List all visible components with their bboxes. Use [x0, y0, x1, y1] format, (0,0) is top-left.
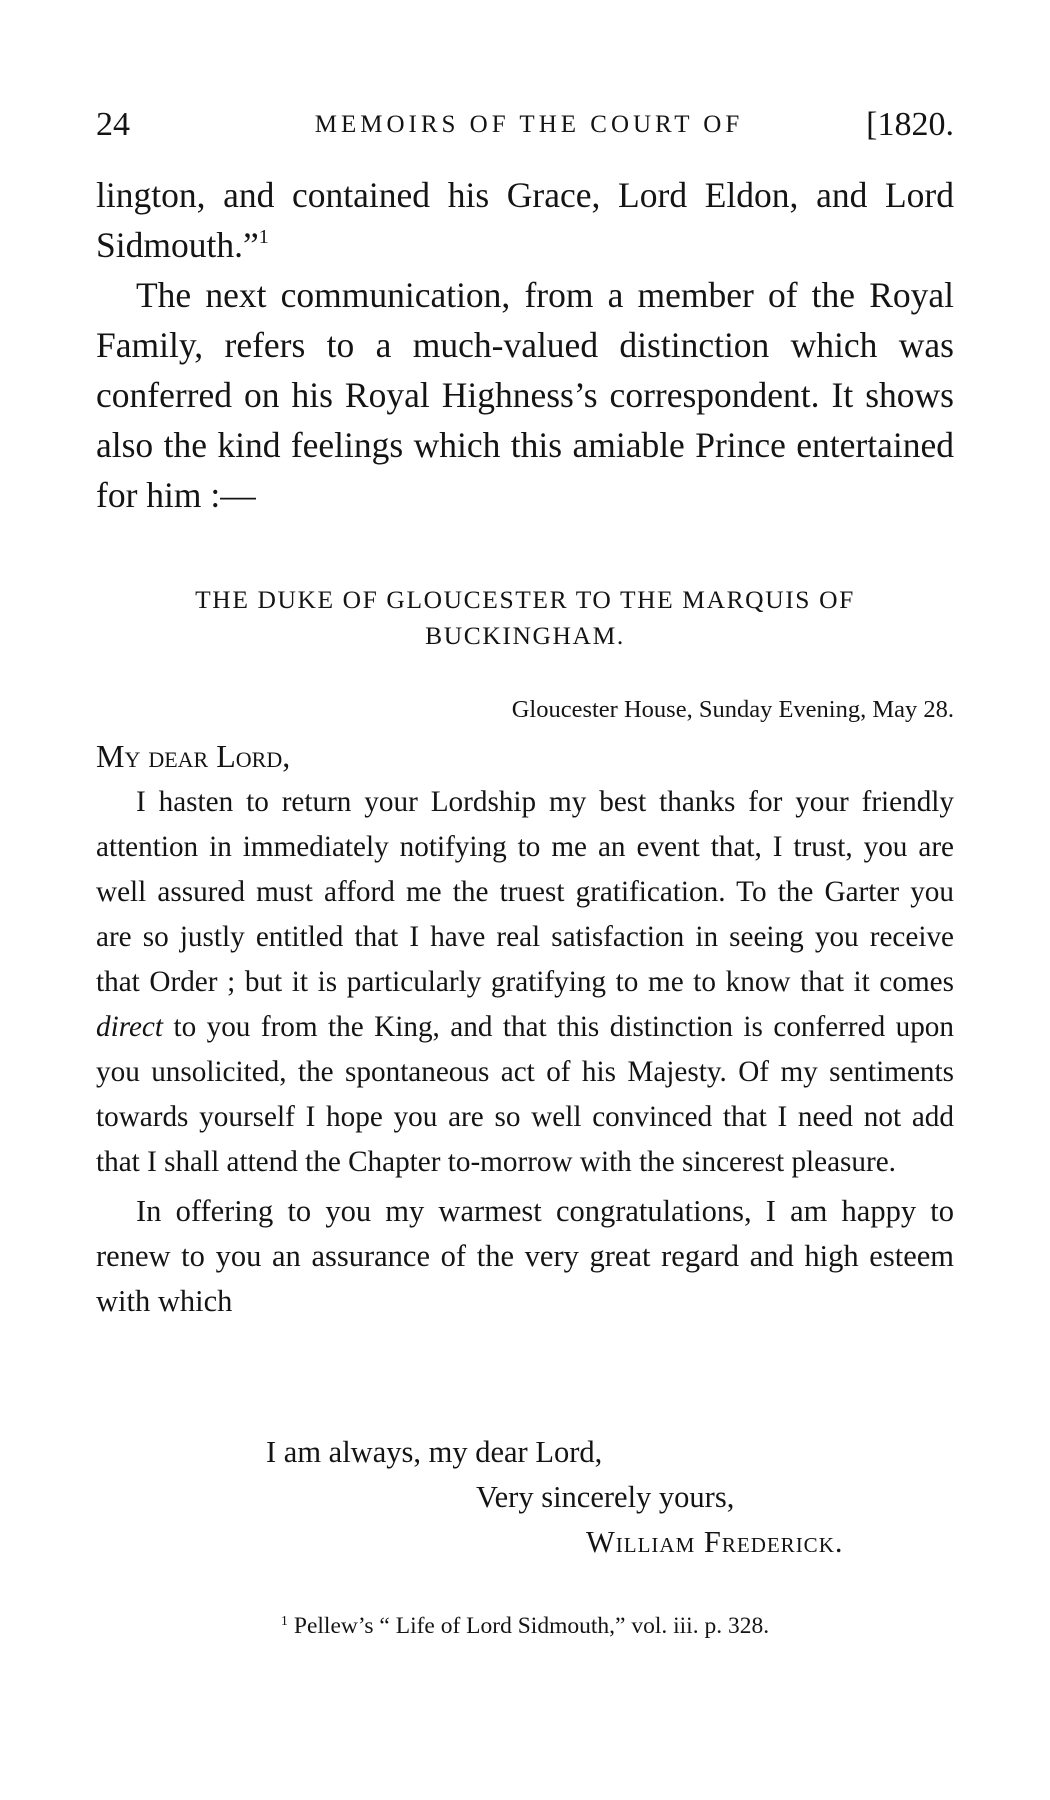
running-title: MEMOIRS OF THE COURT OF: [314, 111, 744, 138]
footnote-mark: 1: [280, 1614, 288, 1629]
letter-heading-line-2: BUCKINGHAM.: [425, 621, 625, 650]
letter-paragraph-2: In offering to you my warmest congratulations, I am happy to renew to you an assurance of the very great regard and high esteem with which: [96, 1194, 954, 1318]
footnote: [96, 1606, 954, 1642]
body-text: [96, 170, 954, 520]
letter-dateline: Gloucester House, Sunday Evening, May 28.: [511, 696, 954, 723]
letter-closing: [96, 1430, 954, 1565]
footnote-text: Pellew’s “ Life of Lord Sidmouth,” vol. iii. p. 328.: [293, 1613, 770, 1639]
page-number: 24: [96, 106, 130, 143]
letter-emphasis: direct: [96, 1011, 163, 1043]
letter-heading-line-1: THE DUKE OF GLOUCESTER TO THE MARQUIS OF: [195, 585, 855, 614]
letter-heading: [96, 582, 954, 654]
letter-signature: William Frederick.: [586, 1525, 844, 1559]
letter-salutation: My dear Lord,: [96, 738, 291, 774]
running-head: [96, 100, 954, 150]
footnote-reference: 1: [258, 226, 269, 248]
closing-line-1: I am always, my dear Lord,: [266, 1435, 603, 1469]
body-paragraph-continued: [96, 170, 954, 270]
letter-body: [96, 780, 954, 1324]
closing-line-2: Very sincerely yours,: [476, 1480, 735, 1514]
letter-paragraph-1-start: I hasten to return your Lordship my best thanks for your friendly attention in immediately notifying to me an event that, I trust, you are well assured must afford me the truest gratification. To the Garter you are so justly entitled that I have real satisfaction in seeing you receive that Order ; but it is particularly gratifying to me to know that it comes: [96, 786, 954, 998]
body-paragraph-1-text: lington, and contained his Grace, Lord Eldon, and Lord Sidmouth.”: [96, 175, 954, 265]
running-year: [1820.: [866, 106, 954, 143]
body-paragraph-2: The next communication, from a member of the Royal Family, refers to a much-valued distinction which was conferred on his Royal Highness’s correspondent. It shows also the kind feelings which this amiable Prince entertained for him :—: [96, 275, 954, 515]
letter-paragraph-1: [96, 780, 954, 1185]
letter-paragraph-1-end: to you from the King, and that this distinction is conferred upon you unsolicited, the spontaneous act of his Majesty. Of my sentiments towards yourself I hope you are so well convinced that I need not add that I shall attend the Chapter to-morrow with the sincerest pleasure.: [96, 1011, 954, 1178]
